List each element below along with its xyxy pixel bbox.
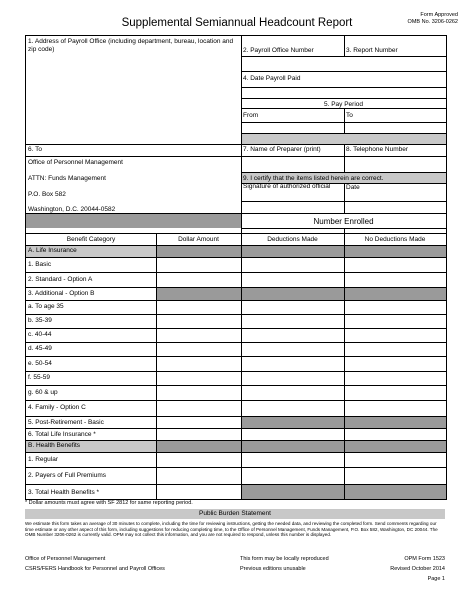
table-row: B. Health Benefits <box>28 442 81 449</box>
benefit-category-header: Benefit Category <box>66 236 116 243</box>
table-row: e. 50-54 <box>28 360 52 367</box>
footer-unusable: Previous editions unusable <box>240 566 306 572</box>
footer-page: Page 1 <box>427 576 445 582</box>
signature-label: Signature of authorized official <box>243 183 331 190</box>
to-address-line-2: ATTN: Funds Management <box>28 175 106 182</box>
table-row: 2. Standard - Option A <box>28 276 93 283</box>
to-address-line-1: Office of Personnel Management <box>28 159 123 166</box>
section-a-dark <box>156 245 446 257</box>
footer-handbook: CSRS/FERS Handbook for Personnel and Payroll Offices <box>25 566 165 572</box>
table-row: 2. Payers of Full Premiums <box>28 472 107 479</box>
table-row: 1. Basic <box>28 261 52 268</box>
payroll-office-number-label: 2. Payroll Office Number <box>243 47 314 54</box>
table-row: 3. Additional - Option B <box>28 290 95 297</box>
to-label: To <box>346 112 353 119</box>
table-row: c. 40-44 <box>28 331 52 338</box>
table-row: 6. Total Life Insurance * <box>28 431 96 438</box>
enrolled-left-shade <box>26 213 241 228</box>
footer-right <box>390 556 445 583</box>
preparer-name-label: 7. Name of Preparer (print) <box>243 146 321 153</box>
footer-revised: Revised October 2014 <box>390 566 445 572</box>
to-address-line-4: Washington, D.C. 20044-0582 <box>28 206 116 213</box>
form-approved <box>408 12 458 26</box>
report-number-label: 3. Report Number <box>346 47 398 54</box>
certify-label: 9. I certify that the items listed herein are correct. <box>243 175 384 182</box>
telephone-label: 8. Telephone Number <box>346 146 409 153</box>
table-row: 4. Family - Option C <box>28 404 86 411</box>
section-b-dark <box>156 440 446 452</box>
footer-center <box>240 556 329 573</box>
footer-left <box>25 556 165 573</box>
no-deductions-made-header: No Deductions Made <box>364 236 426 243</box>
from-label: From <box>243 112 259 119</box>
burden-text: We estimate this form takes an average of 30 minutes to complete, including the time for reviewing instructions, getting the needed data, and reviewing the completed form. Send comments regarding our time estimate or any other aspect of this form, including suggestions for reducing completing time, to the Office of Personnel Management, Funds Management, P.O. Box 582, Washington, DC 20044. The OMB Number 3206-0262 is currently valid. OPM may not collect this information, and you are not required to respond, unless this number is displayed. <box>25 521 438 538</box>
date-payroll-paid-label: 4. Date Payroll Paid <box>243 75 301 82</box>
footer-reproduce: This form may be locally reproduced <box>240 556 329 562</box>
date-label: Date <box>346 184 360 191</box>
to-address-line-3: P.O. Box 582 <box>28 191 66 198</box>
table-row: d. 45-49 <box>28 345 52 352</box>
dollar-amount-header: Dollar Amount <box>178 236 219 243</box>
pay-period-shade <box>241 133 446 144</box>
footer-agency: Office of Personnel Management <box>25 556 106 562</box>
pay-period-label: 5. Pay Period <box>323 101 364 108</box>
to-field-label: 6. To <box>28 146 42 153</box>
option-b-shade <box>156 287 446 300</box>
table-row: g. 60 & up <box>28 389 58 396</box>
footer-form-number: OPM Form 1523 <box>404 556 445 562</box>
address-label: 1. Address of Payroll Office (including department, bureau, location and zip code) <box>28 38 234 53</box>
burden-title: Public Burden Statement <box>25 509 445 519</box>
deductions-made-header: Deductions Made <box>267 236 318 243</box>
table-row: f. 55-59 <box>28 374 51 381</box>
form-grid <box>25 35 447 500</box>
table-row: a. To age 35 <box>28 303 64 310</box>
omb-number: OMB No. 3206-0262 <box>407 19 458 25</box>
footnote: * Dollar amounts must agree with SF 2812 for same reporting period. <box>25 500 193 506</box>
table-row: 3. Total Health Benefits * <box>28 489 100 496</box>
form-approved-label: Form Approved <box>420 12 458 18</box>
table-row: b. 35-39 <box>28 317 52 324</box>
number-enrolled-header: Number Enrolled <box>313 217 374 226</box>
table-row: 5. Post-Retirement - Basic <box>28 419 104 426</box>
table-row: A. Life Insurance <box>28 247 77 254</box>
table-row: 1. Regular <box>28 456 58 463</box>
form-title: Supplemental Semiannual Headcount Report <box>121 17 353 29</box>
